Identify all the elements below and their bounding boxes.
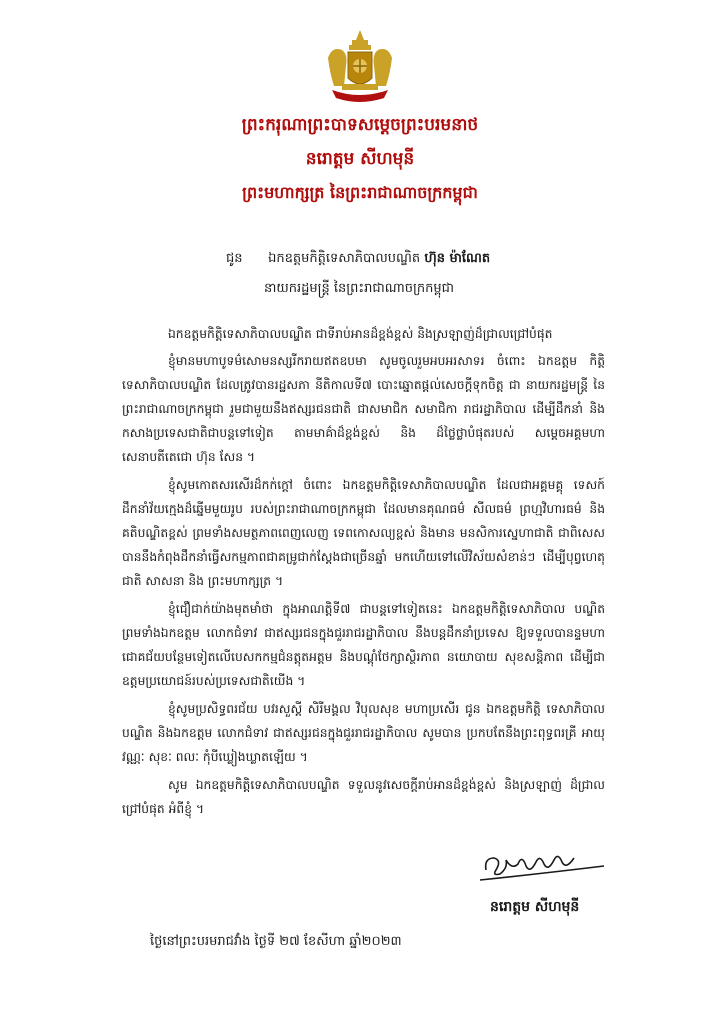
- recipient-block: [226, 244, 490, 304]
- recipient-name: ហ៊ុន ម៉ាណែត: [424, 251, 491, 266]
- handwritten-signature-icon: [478, 840, 608, 886]
- body-paragraph-3: ខ្ញុំសូមកោតសរសើរដ៏កក់ក្តៅ ចំពោះ ឯកឧត្តមកិត្តិទេសាភិបាលបណ្ឌិត ដែលជាអគ្គមគ្គុ ទេសក៍ដឹកនាំវ័យក្មេងដ៏ឆ្នើមមួយរូប របស់ព្រះរាជាណាចក្រកម្ពុជា ដែលមានគុណធម៌ សីលធម៌ ព្រហ្មវិហារធម៌ និងគតិបណ្ឌិតខ្ពស់ ព្រមទាំងសមត្ថភាពពេញលេញ ទេពកោសល្យខ្ពស់ និងមាន មនសិការស្នេហាជាតិ ជាពិសេសបាននឹងកំពុងដឹកនាំធ្វើសកម្មភាពជាគម្រូជាក់ស្តែងជាច្រើនឆ្នាំ មកហើយទៅលើវិស័យសំខាន់ៗ ដើម្បីបុព្វហេតុ ជាតិ សាសនា និង ព្រះមហាក្សត្រ ។: [122, 478, 605, 588]
- recipient-line-1: [226, 244, 490, 274]
- recipient-to-label: ជូន: [226, 251, 243, 266]
- royal-coat-of-arms-icon: [322, 28, 398, 108]
- body-paragraph-2: ខ្ញុំមានមហាបូទម៌សោមនស្សរីករាយឥតឧបមា សូមចូលរួមអបអរសាទរ ចំពោះ ឯកឧត្តម កិត្តិទេសាភិបាលបណ្ឌិត ដែលត្រូវបានរដ្ឋសភា នីតិកាលទី៧ បោះឆ្នោតផ្តល់សេចក្តីទុកចិត្ត ជា នាយករដ្ឋមន្ត្រី នៃព្រះរាជាណាចក្រកម្ពុជា រួមជាមួយនឹងឥស្សរជនជាតិ ជាសមាជិក សមាជិកា រាជរដ្ឋាភិបាល ដើម្បីដឹកនាំ និងកសាងប្រទេសជាតិជាបន្តទៅទៀត តាមមាគ៌ាដ៏ខ្ពង់ខ្ពស់ និង ដ៏ថ្លៃថ្លាបំផុតរបស់ សម្តេចអគ្គមហាសេនាបតីតេជោ ហ៊ុន សែន ។: [122, 354, 605, 464]
- body-paragraph-5: ខ្ញុំសូមប្រសិទ្ធពរជ័យ បវរសួស្តី សិរីមង្គល វិបុលសុខ មហាប្រសើរ ជូន ឯកឧត្តមកិត្តិ ទេសាភិបាលបណ្ឌិត និងឯកឧត្តម លោកជំទាវ ជាឥស្សរជនក្នុងជួររាជរដ្ឋាភិបាល សូមបាន ប្រកបតែនឹងព្រះពុទ្ធពរគ្រី អាយុ វណ្ណៈ សុខៈ ពលៈ កុំបីឃ្លៀងឃ្លាតឡើយ ។: [122, 702, 605, 764]
- king-name: នរោត្តម សីហមុនី: [305, 149, 415, 169]
- date-line: ថ្ងៃនៅព្រះបរមរាជវាំង ថ្ងៃទី ២៧ ខែសីហា ឆ្នាំ២០២៣: [150, 934, 402, 949]
- body-paragraph-4: ខ្ញុំជឿជាក់យ៉ាងមុតមាំថា ក្នុងអាណត្តិទី៧ ជាបន្តទៅទៀតនេះ ឯកឧត្តមកិត្តិទេសាភិបាល បណ្ឌិត ព្រមទាំងឯកឧត្តម លោកជំទាវ ជាឥស្សរជនក្នុងជួររាជរដ្ឋាភិបាល នឹងបន្តដឹកនាំប្រទេស ឱ្យទទួលបានន្ទមហាជោគជ័យបន្ថែមទៀតលើបេសកកម្មជំនត្តុតអត្តម និងបណ្តុំថែក្សាស្ថិរភាព នយោបាយ សុខសន្តិភាព ដើម្បីជាឧត្តមប្រយោជន៍របស់ប្រទេសជាតិយើង ។: [122, 602, 605, 688]
- recipient-title: ឯកឧត្តមកិត្តិទេសាភិបាលបណ្ឌិត: [268, 251, 421, 266]
- letter-body: [122, 322, 605, 825]
- royal-title-line-1: ព្រះករុណាព្រះបាទសម្តេចព្រះបរមនាថ: [241, 115, 479, 135]
- signer-name: នរោត្តម សីហមុនី: [490, 899, 580, 915]
- recipient-position: នាយករដ្ឋមន្ត្រី នៃព្រះរាជាណាចក្រកម្ពុជា: [264, 281, 454, 296]
- royal-title-line-3: ព្រះមហាក្សត្រ នៃព្រះរាជាណាចក្រកម្ពុជា: [242, 183, 478, 202]
- body-paragraph-6: សូម ឯកឧត្តមកិត្តិទេសាភិបាលបណ្ឌិត ទទួលនូវសេចក្តីរាប់អានដ៏ខ្ពង់ខ្ពស់ និងស្រឡាញ់ ដ៏ជ្រាលជ្រៅបំផុត អំពីខ្ញុំ ។: [122, 778, 605, 816]
- body-paragraph-1: ឯកឧត្តមកិត្តិទេសាភិបាលបណ្ឌិត ជាទីរាប់អានដ៏ខ្ពង់ខ្ពស់ និងស្រឡាញ់ដ៏ជ្រាលជ្រៅបំផុត: [168, 327, 553, 341]
